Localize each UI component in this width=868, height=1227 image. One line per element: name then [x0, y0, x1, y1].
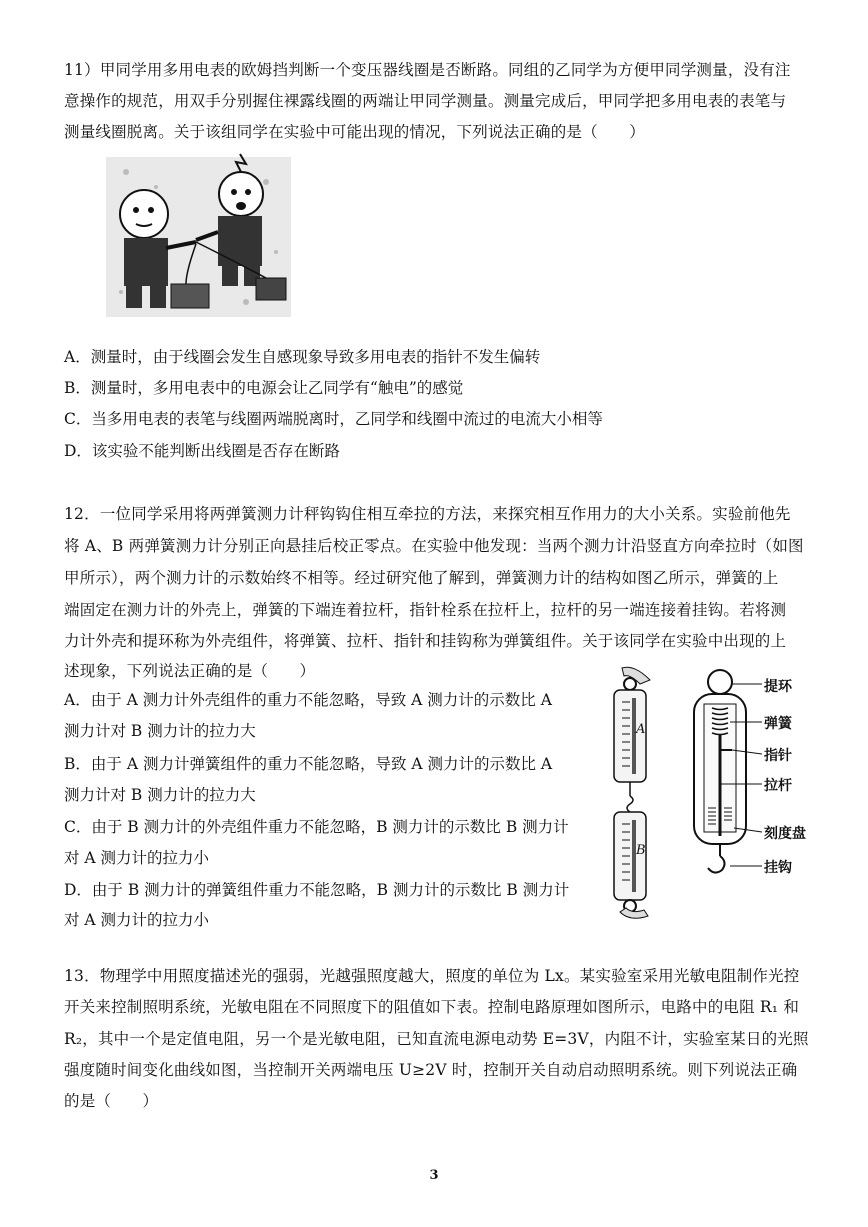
q12-stem-line-1: 12．一位同学采用将两弹簧测力计秤钩钩住相互牵拉的方法，来探究相互作用力的大小关系。实验前他先: [64, 505, 791, 523]
label-zhizhen: 指针: [764, 748, 792, 764]
q12-option-a-line-1: A．由于 A 测力计外壳组件的重力不能忽略，导致 A 测力计的示数比 A: [64, 691, 552, 709]
label-kedupan: 刻度盘: [764, 826, 806, 842]
q11-option-d: D．该实验不能判断出线圈是否存在断路: [64, 442, 340, 460]
q13-stem-line-4: 强度随时间变化曲线如图，当控制开关两端电压 U≥2V 时，控制开关自动启动照明系统。则下列说法正确: [64, 1061, 798, 1079]
q12-stem-line-5: 力计外壳和提环称为外壳组件，将弹簧、拉杆、指针和挂钩称为弹簧组件。关于该同学在实验中出现的上: [64, 632, 787, 650]
q11-option-c: C．当多用电表的表笔与线圈两端脱离时，乙同学和线圈中流过的电流大小相等: [64, 410, 603, 428]
q12-stem-line-3: 甲所示），两个测力计的示数始终不相等。经过研究他了解到，弹簧测力计的结构如图乙所示，弹簧的上: [64, 569, 779, 587]
q12-option-c-line-2: 对 A 测力计的拉力小: [64, 849, 210, 867]
q11-stem-line-2: 意操作的规范，用双手分别握住裸露线圈的两端让甲同学测量。测量完成后，甲同学把多用电表的表笔与: [64, 92, 787, 110]
label-tanhuang: 弹簧: [764, 716, 792, 732]
q11-option-b: B．测量时，多用电表中的电源会让乙同学有“触电”的感觉: [64, 379, 464, 397]
q12-option-b-line-2: 测力计对 B 测力计的拉力大: [64, 786, 256, 804]
q12-stem-line-2: 将 A、B 两弹簧测力计分别正向悬挂后校正零点。在实验中他发现：当两个测力计沿竖直方向牵拉时（如图: [64, 537, 804, 555]
q11-illustration: [96, 152, 296, 332]
q13-stem-line-3: R₂，其中一个是定值电阻，另一个是光敏电阻，已知直流电源电动势 E=3V，内阻不计，实验室某日的光照: [64, 1030, 809, 1048]
q12-option-c-line-1: C．由于 B 测力计的外壳组件重力不能忽略，B 测力计的示数比 B 测力计: [64, 818, 569, 836]
q13-stem-line-2: 开关来控制照明系统，光敏电阻在不同照度下的阻值如下表。控制电路原理如图所示，电路中的电阻 R₁ 和: [64, 998, 800, 1016]
label-tihuan: 提环: [764, 679, 792, 695]
q13-stem-line-1: 13．物理学中用照度描述光的强弱，光越强照度越大，照度的单位为 Lx。某实验室采用光敏电阻制作光控: [64, 967, 800, 985]
label-lagan: 拉杆: [764, 778, 792, 794]
q12-stem-line-6: 述现象，下列说法正确的是（ ）: [64, 662, 316, 680]
q12-option-b-line-1: B．由于 A 测力计弹簧组件的重力不能忽略，导致 A 测力计的示数比 A: [64, 755, 553, 773]
q13-stem-line-5: 的是（ ）: [64, 1092, 159, 1110]
scale-b-label: B: [636, 843, 646, 858]
q11-option-a: A．测量时，由于线圈会发生自感现象导致多用电表的指针不发生偏转: [64, 348, 541, 366]
q12-option-d-line-2: 对 A 测力计的拉力小: [64, 911, 210, 929]
page-number: 3: [429, 1168, 439, 1183]
q11-stem-line-1: 11）甲同学用多用电表的欧姆挡判断一个变压器线圈是否断路。同组的乙同学为方便甲同学测量，没有注: [64, 61, 791, 79]
q12-figure-jia: [600, 666, 660, 922]
q12-option-a-line-2: 测力计对 B 测力计的拉力大: [64, 722, 256, 740]
scale-a-label: A: [636, 722, 646, 737]
q12-stem-line-4: 端固定在测力计的外壳上，弹簧的下端连着拉杆，指针栓系在拉杆上，拉杆的另一端连接着挂钩。若将测: [64, 601, 787, 619]
label-guagou: 挂钩: [764, 860, 792, 876]
q12-figure-yi: [690, 668, 770, 890]
q11-stem-line-3: 测量线圈脱离。关于该组同学在实验中可能出现的情况，下列说法正确的是（ ）: [64, 123, 645, 141]
q12-option-d-line-1: D．由于 B 测力计的弹簧组件重力不能忽略，B 测力计的示数比 B 测力计: [64, 881, 570, 899]
